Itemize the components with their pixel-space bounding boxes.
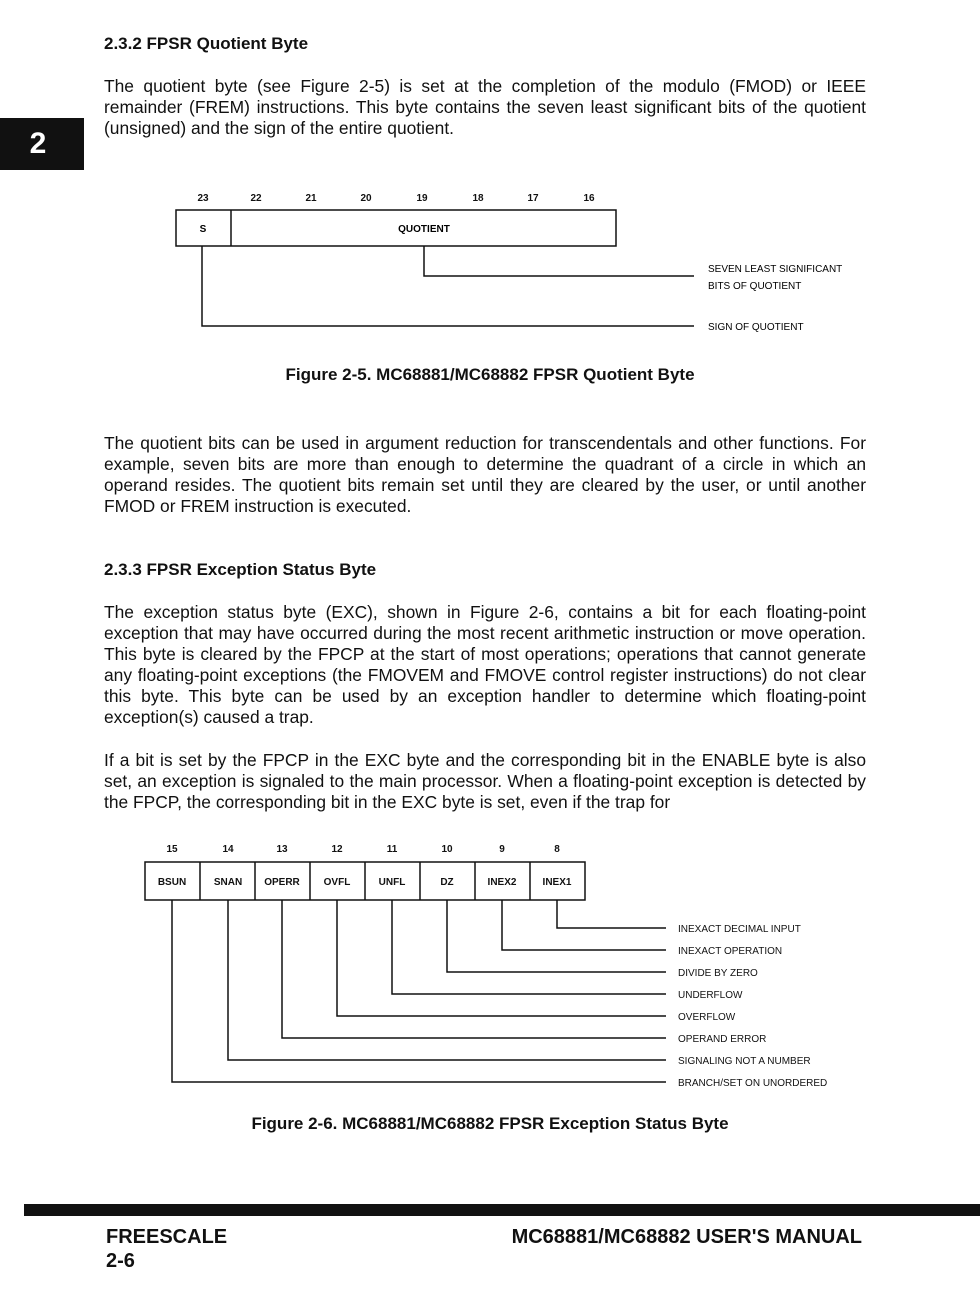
fig26-field-inex1: INEX1 [542, 877, 572, 888]
section-2-3-2-heading: 2.3.2 FPSR Quotient Byte [104, 34, 309, 53]
fig25-register-box [176, 210, 616, 246]
fig25-bit-18: 18 [472, 193, 484, 204]
fig26-bit-13: 13 [276, 844, 288, 855]
fig26-field-ovfl: OVFL [323, 877, 351, 888]
fig26-field-unfl: UNFL [378, 877, 406, 888]
fig25-field-quotient: QUOTIENT [398, 224, 450, 235]
section-2-3-3-paragraph-1: The exception status byte (EXC), shown in Figure 2-6, contains a bit for each floating-point exception that may have occurred during the most recent arithmetic instruction or move operation. This byte is cleared by the FPCP at the start of most operations; operations that cannot generate any floating-point exceptions (the FMOVEM and FMOVE control register instructions) do not clear this byte. This byte can be used by an exception handler to determine which floating-point exception(s) caused a trap. [104, 602, 866, 727]
fig25-label-bits-of-quotient: BITS OF QUOTIENT [708, 281, 802, 292]
section-2-3-3-paragraph-2: If a bit is set by the FPCP in the EXC byte and the corresponding bit in the ENABLE byte is also set, an exception is signaled to the main processor. When a floating-point exception is detected by the FPCP, the corresponding bit in the EXC byte is set, even if the trap for [104, 750, 866, 812]
fig25-bit-19: 19 [416, 193, 428, 204]
fig26-field-bsun: BSUN [157, 877, 187, 888]
footer-page-number: 2-6 [106, 1250, 135, 1272]
fig26-bit-11: 11 [386, 844, 398, 855]
fig26-bit-8: 8 [554, 844, 560, 855]
fig25-bit-21: 21 [305, 193, 317, 204]
fig26-field-snan: SNAN [213, 877, 243, 888]
fig25-label-sign: SIGN OF QUOTIENT [708, 322, 804, 333]
fig25-bit-16: 16 [583, 193, 595, 204]
fig26-bit-12: 12 [331, 844, 343, 855]
fig26-label-inexact-decimal-input: INEXACT DECIMAL INPUT [678, 924, 801, 935]
fig25-bit-17: 17 [527, 193, 539, 204]
fig26-bit-14: 14 [222, 844, 234, 855]
figure-2-6-diagram [0, 836, 980, 1096]
fig26-label-operand-error: OPERAND ERROR [678, 1034, 767, 1045]
chapter-tab: 2 [0, 118, 84, 170]
fig26-bit-15: 15 [166, 844, 178, 855]
fig26-field-dz: DZ [440, 877, 454, 888]
fig25-bit-22: 22 [250, 193, 262, 204]
fig25-label-seven-bits: SEVEN LEAST SIGNIFICANT [708, 264, 843, 275]
quotient-use-paragraph: The quotient bits can be used in argument reduction for transcendentals and other functions. For example, seven bits are more than enough to determine the quadrant of a circle in which an operand resides. The quotient bits remain set until they are cleared by the user, or until another FMOD or FREM instruction is executed. [104, 433, 866, 516]
footer-manual-title: MC68881/MC68882 USER'S MANUAL [511, 1226, 862, 1248]
fig26-field-inex2: INEX2 [487, 877, 517, 888]
fig26-label-branch-set-unordered: BRANCH/SET ON UNORDERED [678, 1078, 828, 1089]
fig26-label-inexact-operation: INEXACT OPERATION [678, 946, 783, 957]
fig26-bit-9: 9 [499, 844, 505, 855]
figure-2-5-caption: Figure 2-5. MC68881/MC68882 FPSR Quotient Byte [285, 365, 695, 384]
fig26-bit-10: 10 [441, 844, 453, 855]
fig25-bit-20: 20 [360, 193, 372, 204]
footer-company: FREESCALE [106, 1226, 228, 1248]
figure-2-5-diagram [0, 180, 980, 350]
section-2-3-3-heading: 2.3.3 FPSR Exception Status Byte [104, 560, 377, 579]
fig25-bit-23: 23 [197, 193, 209, 204]
footer-rule [24, 1204, 980, 1216]
fig26-label-signaling-nan: SIGNALING NOT A NUMBER [678, 1056, 811, 1067]
figure-2-6-caption: Figure 2-6. MC68881/MC68882 FPSR Exception Status Byte [251, 1114, 729, 1133]
fig26-field-operr: OPERR [264, 877, 300, 888]
fig26-label-overflow: OVERFLOW [678, 1012, 736, 1023]
fig26-label-divide-by-zero: DIVIDE BY ZERO [678, 968, 758, 979]
fig25-field-s: S [199, 224, 207, 235]
fig26-label-underflow: UNDERFLOW [678, 990, 743, 1001]
section-2-3-2-paragraph: The quotient byte (see Figure 2-5) is set at the completion of the modulo (FMOD) or IEEE remainder (FREM) instructions. This byte contains the seven least significant bits of the quotient (unsigned) and the sign of the entire quotient. [104, 76, 866, 138]
